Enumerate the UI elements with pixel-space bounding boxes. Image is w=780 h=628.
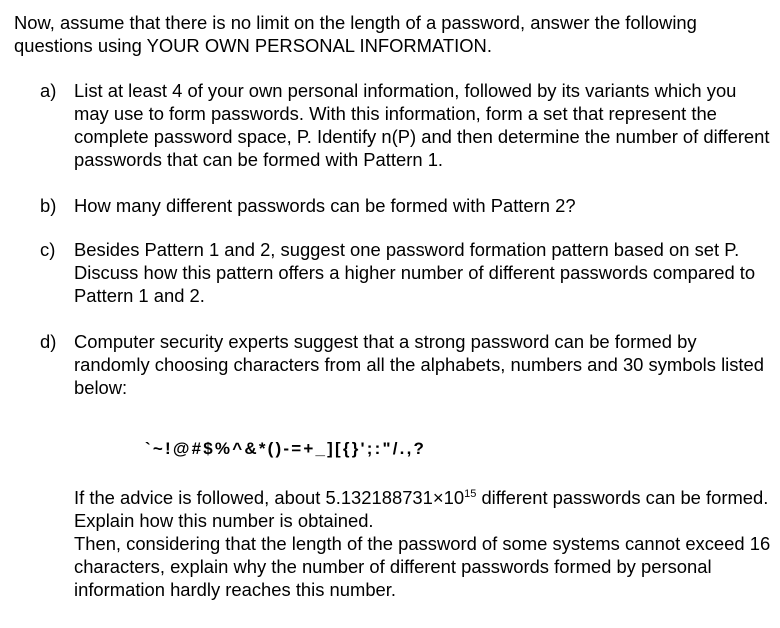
question-c-text: Besides Pattern 1 and 2, suggest one password formation pattern based on set P. Discuss how this pattern offers a higher number of different passwords compared to Pattern 1 and 2. (74, 239, 756, 306)
question-c-letter: c) (40, 239, 56, 260)
question-d-text: Computer security experts suggest that a strong password can be formed by randomly choosing characters from all the alphabets, numbers and 30 symbols listed below: (74, 331, 764, 398)
intro-paragraph: Now, assume that there is no limit on the length of a password, answer the following questions using YOUR OWN PERSONAL INFORMATION. (14, 12, 697, 56)
question-c (40, 238, 770, 307)
question-b-text: How many different passwords can be formed with Pattern 2? (74, 195, 576, 216)
question-d-letter: d) (40, 331, 57, 352)
question-d (40, 330, 770, 399)
symbol-list: `~!@#$%^&*()-=+_][{}';:"/.,? (145, 439, 427, 458)
advice-exponent: 15 (464, 487, 477, 500)
question-b (40, 194, 770, 217)
advice-text-before: If the advice is followed, about 5.132188731×10 (74, 487, 465, 508)
question-a-letter: a) (40, 80, 57, 101)
question-b-letter: b) (40, 195, 57, 216)
advice-paragraph (74, 486, 774, 532)
question-a-text: List at least 4 of your own personal information, followed by its variants which you may use to form passwords. With this information, form a set that represent the complete password space, P. Identify n(P) and then determine the number of different passwords that can be formed with Pattern 1. (74, 80, 770, 170)
advice-text-after: different passwords can be formed. Explain how this number is obtained. (74, 487, 769, 531)
question-a (40, 79, 770, 171)
question-d-continuation (74, 486, 774, 601)
followup-paragraph: Then, considering that the length of the password of some systems cannot exceed 16 characters, explain why the number of different passwords formed by personal information hardly reaches this number. (74, 533, 771, 600)
